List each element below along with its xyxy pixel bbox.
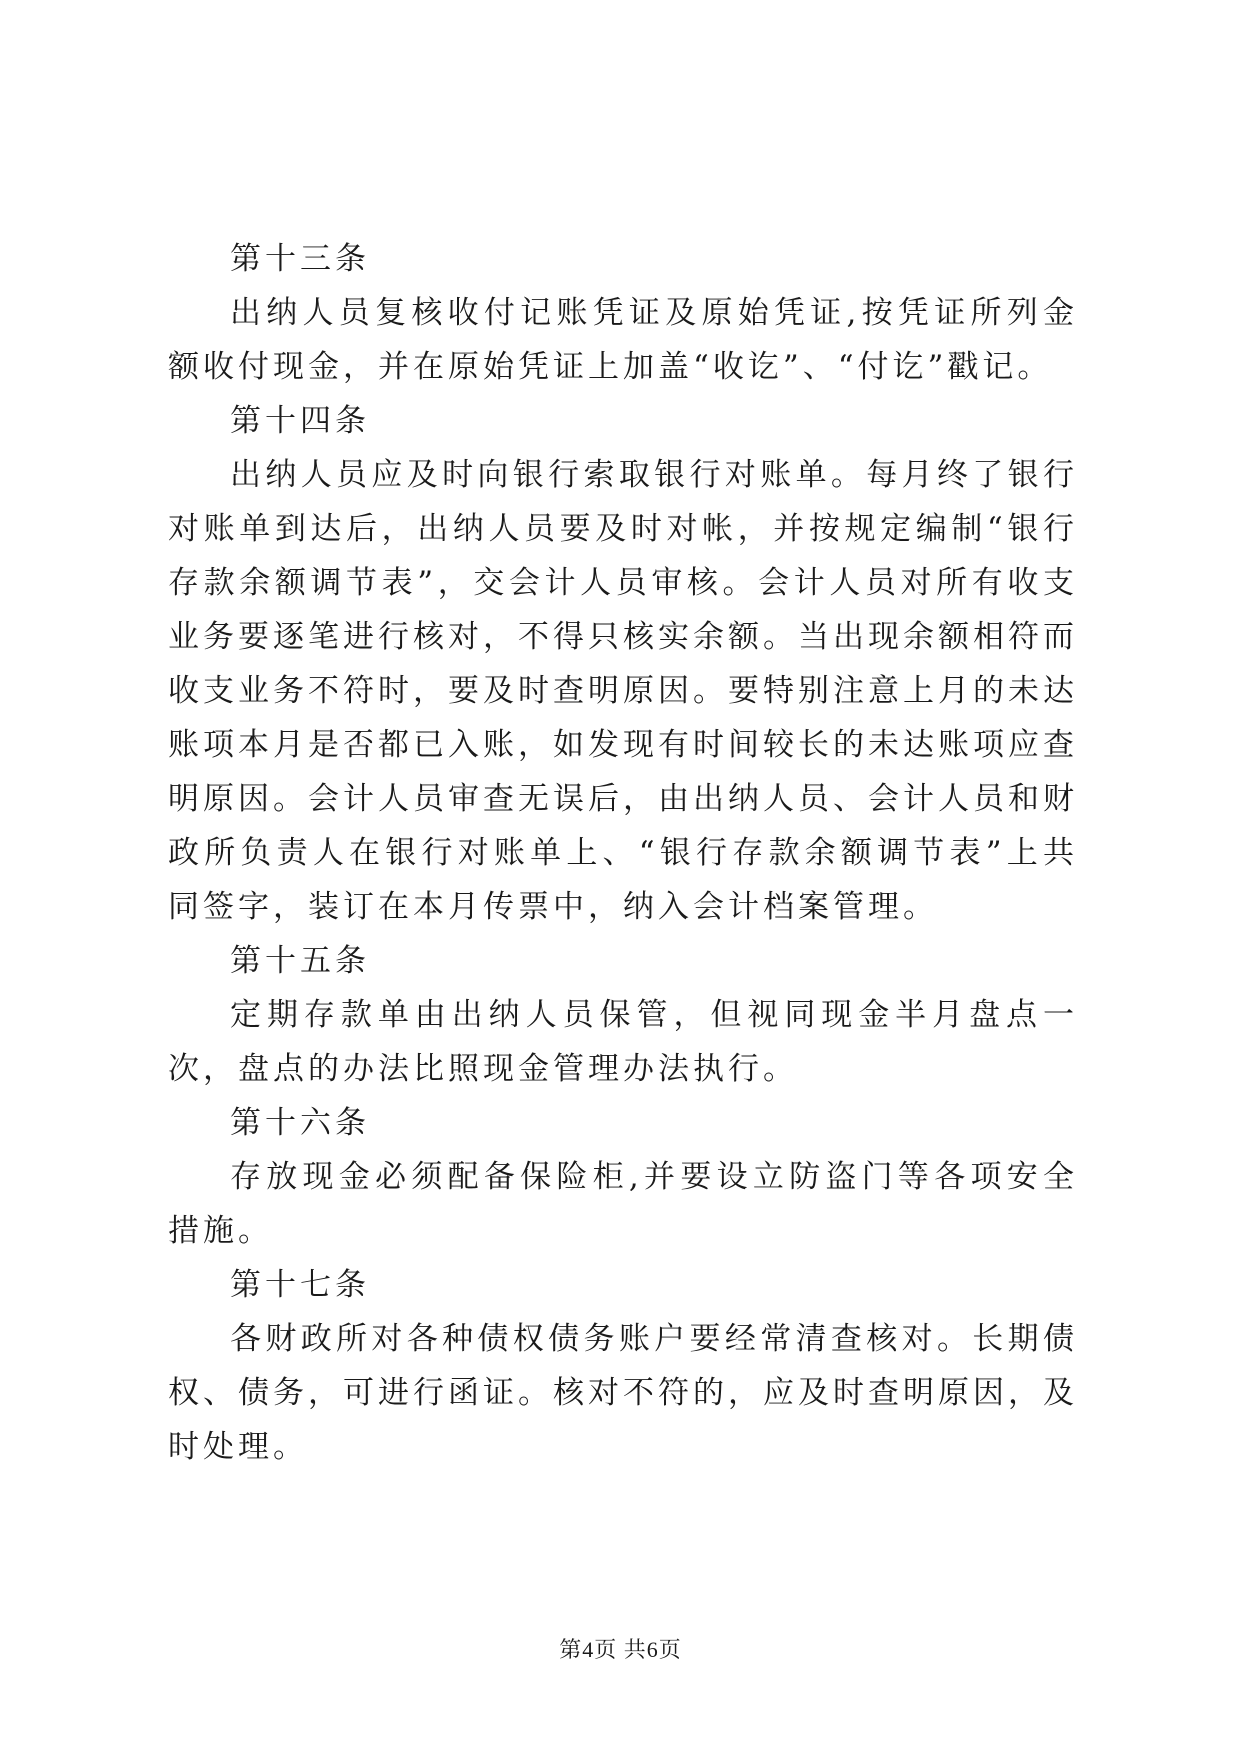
article-heading-13: 第十三条 [230, 241, 370, 277]
article-paragraph-15: 定期存款单由出纳人员保管，但视同现金半月盘点一次，盘点的办法比照现金管理办法执行。 [168, 997, 1078, 1087]
article-heading-14: 第十四条 [230, 403, 370, 439]
document-body [168, 232, 1078, 1474]
article-paragraph-13: 出纳人员复核收付记账凭证及原始凭证,按凭证所列金额收付现金，并在原始凭证上加盖“收讫”、“付讫”戳记。 [168, 295, 1078, 385]
article-paragraph-16: 存放现金必须配备保险柜,并要设立防盗门等各项安全措施。 [168, 1159, 1078, 1249]
article-heading-15: 第十五条 [230, 943, 370, 979]
article-heading-17: 第十七条 [230, 1267, 370, 1303]
article-heading-16: 第十六条 [230, 1105, 370, 1141]
article-paragraph-17: 各财政所对各种债权债务账户要经常清查核对。长期债权、债务，可进行函证。核对不符的，应及时查明原因，及时处理。 [168, 1321, 1078, 1465]
article-paragraph-14: 出纳人员应及时向银行索取银行对账单。每月终了银行对账单到达后，出纳人员要及时对帐，并按规定编制“银行存款余额调节表”，交会计人员审核。会计人员对所有收支业务要逐笔进行核对，不得只核实余额。当出现余额相符而收支业务不符时，要及时查明原因。要特别注意上月的未达账项本月是否都已入账，如发现有时间较长的未达账项应查明原因。会计人员审查无误后，由出纳人员、会计人员和财政所负责人在银行对账单上、“银行存款余额调节表”上共同签字，装订在本月传票中，纳入会计档案管理。 [168, 457, 1078, 925]
page-number-footer: 第4页 共6页 [559, 1637, 682, 1662]
